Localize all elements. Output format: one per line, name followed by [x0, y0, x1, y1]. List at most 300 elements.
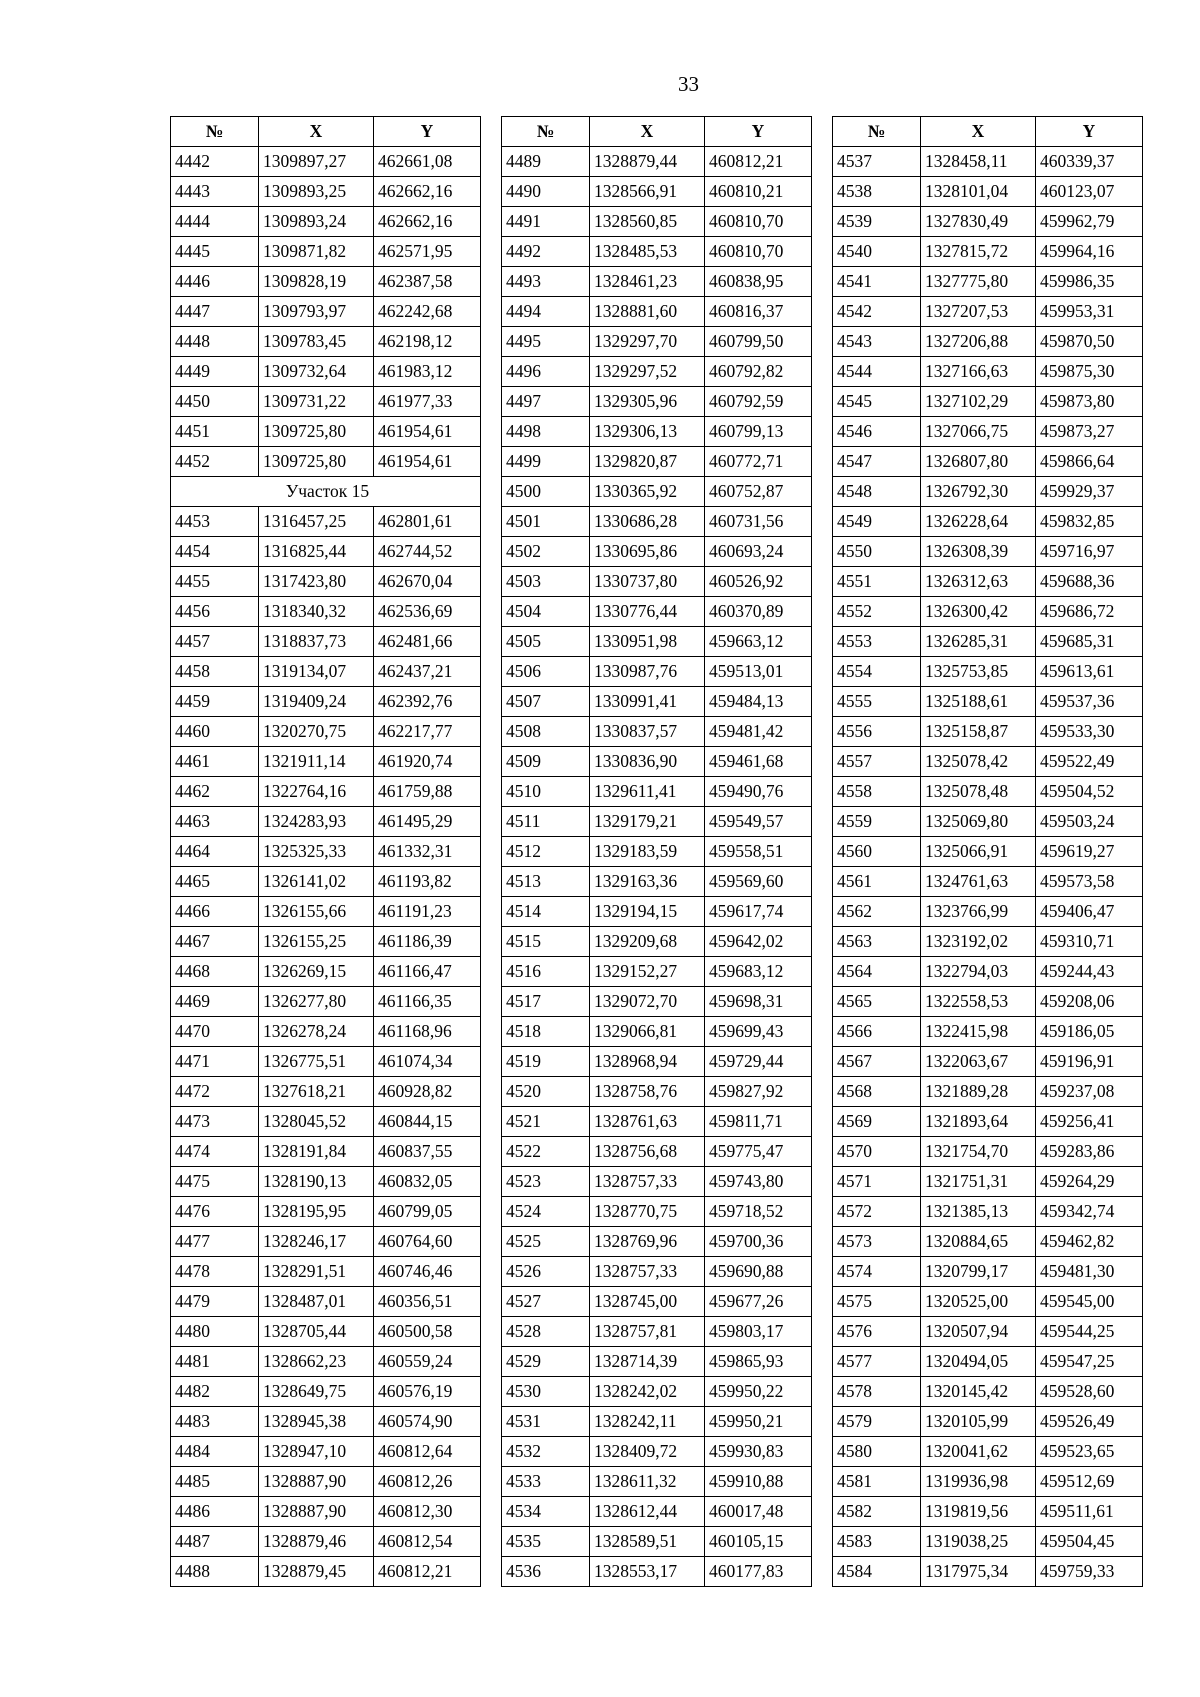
point-number: 4478 — [171, 1257, 259, 1287]
y-coordinate: 461954,61 — [374, 417, 481, 447]
table-row — [833, 1257, 1143, 1287]
table-row — [833, 447, 1143, 477]
point-number: 4559 — [833, 807, 921, 837]
table-row — [171, 1017, 481, 1047]
point-number: 4536 — [502, 1557, 590, 1587]
x-coordinate: 1328553,17 — [590, 1557, 705, 1587]
point-number: 4473 — [171, 1107, 259, 1137]
x-coordinate: 1330951,98 — [590, 627, 705, 657]
x-coordinate: 1324283,93 — [259, 807, 374, 837]
point-number: 4569 — [833, 1107, 921, 1137]
point-number: 4485 — [171, 1467, 259, 1497]
x-coordinate: 1326155,66 — [259, 897, 374, 927]
x-coordinate: 1326277,80 — [259, 987, 374, 1017]
y-coordinate: 459677,26 — [705, 1287, 812, 1317]
point-number: 4541 — [833, 267, 921, 297]
point-number: 4460 — [171, 717, 259, 747]
y-coordinate: 459690,88 — [705, 1257, 812, 1287]
x-coordinate: 1328612,44 — [590, 1497, 705, 1527]
x-coordinate: 1320799,17 — [921, 1257, 1036, 1287]
point-number: 4461 — [171, 747, 259, 777]
x-coordinate: 1327207,53 — [921, 297, 1036, 327]
x-coordinate: 1328879,44 — [590, 147, 705, 177]
y-coordinate: 460812,21 — [374, 1557, 481, 1587]
x-coordinate: 1330991,41 — [590, 687, 705, 717]
table-row — [833, 987, 1143, 1017]
y-coordinate: 460123,07 — [1036, 177, 1143, 207]
y-coordinate: 459775,47 — [705, 1137, 812, 1167]
y-coordinate: 460772,71 — [705, 447, 812, 477]
table-row — [502, 777, 812, 807]
point-number: 4479 — [171, 1287, 259, 1317]
y-coordinate: 460812,21 — [705, 147, 812, 177]
point-number: 4560 — [833, 837, 921, 867]
table-row — [833, 477, 1143, 507]
point-number: 4450 — [171, 387, 259, 417]
y-coordinate: 460752,87 — [705, 477, 812, 507]
point-number: 4538 — [833, 177, 921, 207]
x-coordinate: 1328242,02 — [590, 1377, 705, 1407]
point-number: 4494 — [502, 297, 590, 327]
y-coordinate: 459513,01 — [705, 657, 812, 687]
x-coordinate: 1328968,94 — [590, 1047, 705, 1077]
y-coordinate: 459196,91 — [1036, 1047, 1143, 1077]
table-row — [171, 987, 481, 1017]
x-coordinate: 1328045,52 — [259, 1107, 374, 1137]
x-coordinate: 1329072,70 — [590, 987, 705, 1017]
x-coordinate: 1326807,80 — [921, 447, 1036, 477]
table-row — [833, 147, 1143, 177]
y-coordinate: 459569,60 — [705, 867, 812, 897]
y-coordinate: 459617,74 — [705, 897, 812, 927]
table-row — [171, 1107, 481, 1137]
point-number: 4568 — [833, 1077, 921, 1107]
y-coordinate: 459663,12 — [705, 627, 812, 657]
point-number: 4575 — [833, 1287, 921, 1317]
x-coordinate: 1325325,33 — [259, 837, 374, 867]
y-coordinate: 460810,70 — [705, 207, 812, 237]
y-coordinate: 459461,68 — [705, 747, 812, 777]
point-number: 4546 — [833, 417, 921, 447]
point-number: 4504 — [502, 597, 590, 627]
x-coordinate: 1328714,39 — [590, 1347, 705, 1377]
point-number: 4490 — [502, 177, 590, 207]
point-number: 4482 — [171, 1377, 259, 1407]
table-row — [833, 267, 1143, 297]
table-row — [502, 387, 812, 417]
table-row — [833, 1557, 1143, 1587]
x-coordinate: 1328461,23 — [590, 267, 705, 297]
coordinate-tables — [170, 116, 1143, 1587]
table-row — [502, 477, 812, 507]
y-coordinate: 460812,30 — [374, 1497, 481, 1527]
x-coordinate: 1328101,04 — [921, 177, 1036, 207]
point-number: 4520 — [502, 1077, 590, 1107]
x-coordinate: 1329152,27 — [590, 957, 705, 987]
point-number: 4464 — [171, 837, 259, 867]
y-coordinate: 462744,52 — [374, 537, 481, 567]
table-row — [171, 267, 481, 297]
table-row — [502, 447, 812, 477]
table-row — [833, 1347, 1143, 1377]
point-number: 4513 — [502, 867, 590, 897]
point-number: 4542 — [833, 297, 921, 327]
table-row — [833, 1467, 1143, 1497]
table-row — [502, 1017, 812, 1047]
y-coordinate: 460526,92 — [705, 567, 812, 597]
table-row — [502, 807, 812, 837]
table-row — [171, 657, 481, 687]
x-coordinate: 1329305,96 — [590, 387, 705, 417]
table-row — [171, 1137, 481, 1167]
x-coordinate: 1328291,51 — [259, 1257, 374, 1287]
y-coordinate: 460799,13 — [705, 417, 812, 447]
y-coordinate: 461920,74 — [374, 747, 481, 777]
point-number: 4444 — [171, 207, 259, 237]
y-coordinate: 461191,23 — [374, 897, 481, 927]
table-row — [171, 447, 481, 477]
table-row — [171, 1257, 481, 1287]
header-y: Y — [374, 117, 481, 147]
point-number: 4576 — [833, 1317, 921, 1347]
y-coordinate: 462437,21 — [374, 657, 481, 687]
x-coordinate: 1330837,57 — [590, 717, 705, 747]
x-coordinate: 1322558,53 — [921, 987, 1036, 1017]
x-coordinate: 1309725,80 — [259, 447, 374, 477]
y-coordinate: 459504,45 — [1036, 1527, 1143, 1557]
y-coordinate: 459549,57 — [705, 807, 812, 837]
y-coordinate: 459688,36 — [1036, 567, 1143, 597]
x-coordinate: 1326278,24 — [259, 1017, 374, 1047]
y-coordinate: 460576,19 — [374, 1377, 481, 1407]
table-header-row — [171, 117, 481, 147]
x-coordinate: 1329306,13 — [590, 417, 705, 447]
point-number: 4522 — [502, 1137, 590, 1167]
header-no: № — [502, 117, 590, 147]
table-row — [502, 537, 812, 567]
point-number: 4564 — [833, 957, 921, 987]
x-coordinate: 1328879,45 — [259, 1557, 374, 1587]
x-coordinate: 1330836,90 — [590, 747, 705, 777]
point-number: 4539 — [833, 207, 921, 237]
table-row — [171, 1287, 481, 1317]
point-number: 4449 — [171, 357, 259, 387]
table-row — [171, 1527, 481, 1557]
table-row — [833, 207, 1143, 237]
x-coordinate: 1328769,96 — [590, 1227, 705, 1257]
x-coordinate: 1316825,44 — [259, 537, 374, 567]
x-coordinate: 1321911,14 — [259, 747, 374, 777]
y-coordinate: 459481,42 — [705, 717, 812, 747]
point-number: 4518 — [502, 1017, 590, 1047]
point-number: 4498 — [502, 417, 590, 447]
y-coordinate: 459511,61 — [1036, 1497, 1143, 1527]
x-coordinate: 1326312,63 — [921, 567, 1036, 597]
x-coordinate: 1328757,33 — [590, 1167, 705, 1197]
point-number: 4480 — [171, 1317, 259, 1347]
x-coordinate: 1318340,32 — [259, 597, 374, 627]
x-coordinate: 1319134,07 — [259, 657, 374, 687]
table-row — [171, 747, 481, 777]
point-number: 4562 — [833, 897, 921, 927]
header-x: X — [921, 117, 1036, 147]
y-coordinate: 461166,47 — [374, 957, 481, 987]
point-number: 4550 — [833, 537, 921, 567]
table-row — [171, 507, 481, 537]
x-coordinate: 1309725,80 — [259, 417, 374, 447]
point-number: 4525 — [502, 1227, 590, 1257]
point-number: 4501 — [502, 507, 590, 537]
y-coordinate: 460339,37 — [1036, 147, 1143, 177]
y-coordinate: 461186,39 — [374, 927, 481, 957]
table-row — [502, 657, 812, 687]
y-coordinate: 460810,21 — [705, 177, 812, 207]
table-row — [171, 1197, 481, 1227]
y-coordinate: 459544,25 — [1036, 1317, 1143, 1347]
x-coordinate: 1319409,24 — [259, 687, 374, 717]
table-row — [502, 1227, 812, 1257]
y-coordinate: 459953,31 — [1036, 297, 1143, 327]
point-number: 4535 — [502, 1527, 590, 1557]
point-number: 4471 — [171, 1047, 259, 1077]
point-number: 4470 — [171, 1017, 259, 1047]
point-number: 4523 — [502, 1167, 590, 1197]
table-row — [502, 1347, 812, 1377]
point-number: 4516 — [502, 957, 590, 987]
table-row — [502, 1437, 812, 1467]
point-number: 4529 — [502, 1347, 590, 1377]
x-coordinate: 1328756,68 — [590, 1137, 705, 1167]
table-row — [502, 267, 812, 297]
point-number: 4454 — [171, 537, 259, 567]
table-row — [833, 1197, 1143, 1227]
table-row — [171, 1437, 481, 1467]
x-coordinate: 1320525,00 — [921, 1287, 1036, 1317]
y-coordinate: 460810,70 — [705, 237, 812, 267]
y-coordinate: 459547,25 — [1036, 1347, 1143, 1377]
point-number: 4468 — [171, 957, 259, 987]
table-row — [833, 1047, 1143, 1077]
point-number: 4491 — [502, 207, 590, 237]
x-coordinate: 1322415,98 — [921, 1017, 1036, 1047]
y-coordinate: 459619,27 — [1036, 837, 1143, 867]
table-row — [502, 987, 812, 1017]
table-row — [502, 1317, 812, 1347]
point-number: 4474 — [171, 1137, 259, 1167]
x-coordinate: 1327618,21 — [259, 1077, 374, 1107]
table-row — [502, 927, 812, 957]
x-coordinate: 1319936,98 — [921, 1467, 1036, 1497]
table-row — [833, 387, 1143, 417]
table-row — [171, 327, 481, 357]
table-row — [502, 957, 812, 987]
table-row — [833, 807, 1143, 837]
y-coordinate: 459558,51 — [705, 837, 812, 867]
y-coordinate: 459743,80 — [705, 1167, 812, 1197]
y-coordinate: 462801,61 — [374, 507, 481, 537]
point-number: 4558 — [833, 777, 921, 807]
point-number: 4495 — [502, 327, 590, 357]
point-number: 4500 — [502, 477, 590, 507]
y-coordinate: 459803,17 — [705, 1317, 812, 1347]
x-coordinate: 1327815,72 — [921, 237, 1036, 267]
point-number: 4514 — [502, 897, 590, 927]
table-row — [171, 597, 481, 627]
x-coordinate: 1320270,75 — [259, 717, 374, 747]
x-coordinate: 1328649,75 — [259, 1377, 374, 1407]
y-coordinate: 462481,66 — [374, 627, 481, 657]
table-row — [833, 897, 1143, 927]
coordinate-table-2 — [501, 116, 812, 1587]
x-coordinate: 1330776,44 — [590, 597, 705, 627]
x-coordinate: 1325188,61 — [921, 687, 1036, 717]
table-row — [502, 207, 812, 237]
y-coordinate: 459685,31 — [1036, 627, 1143, 657]
x-coordinate: 1309828,19 — [259, 267, 374, 297]
table-row — [171, 1407, 481, 1437]
point-number: 4442 — [171, 147, 259, 177]
y-coordinate: 460746,46 — [374, 1257, 481, 1287]
y-coordinate: 459700,36 — [705, 1227, 812, 1257]
table-row — [833, 1107, 1143, 1137]
table-row — [833, 657, 1143, 687]
table-row — [833, 357, 1143, 387]
table-row — [502, 1257, 812, 1287]
header-no: № — [833, 117, 921, 147]
point-number: 4505 — [502, 627, 590, 657]
x-coordinate: 1320884,65 — [921, 1227, 1036, 1257]
point-number: 4512 — [502, 837, 590, 867]
x-coordinate: 1326300,42 — [921, 597, 1036, 627]
point-number: 4524 — [502, 1197, 590, 1227]
table-row — [833, 1437, 1143, 1467]
point-number: 4544 — [833, 357, 921, 387]
table-row — [833, 1497, 1143, 1527]
y-coordinate: 459503,24 — [1036, 807, 1143, 837]
y-coordinate: 459484,13 — [705, 687, 812, 717]
point-number: 4510 — [502, 777, 590, 807]
point-number: 4508 — [502, 717, 590, 747]
y-coordinate: 460017,48 — [705, 1497, 812, 1527]
y-coordinate: 461168,96 — [374, 1017, 481, 1047]
point-number: 4446 — [171, 267, 259, 297]
x-coordinate: 1328191,84 — [259, 1137, 374, 1167]
x-coordinate: 1326308,39 — [921, 537, 1036, 567]
point-number: 4484 — [171, 1437, 259, 1467]
x-coordinate: 1325078,48 — [921, 777, 1036, 807]
table-row — [171, 207, 481, 237]
x-coordinate: 1326228,64 — [921, 507, 1036, 537]
point-number: 4551 — [833, 567, 921, 597]
y-coordinate: 461074,34 — [374, 1047, 481, 1077]
x-coordinate: 1327066,75 — [921, 417, 1036, 447]
y-coordinate: 459699,43 — [705, 1017, 812, 1047]
x-coordinate: 1328487,01 — [259, 1287, 374, 1317]
table-row — [502, 327, 812, 357]
point-number: 4579 — [833, 1407, 921, 1437]
point-number: 4543 — [833, 327, 921, 357]
y-coordinate: 459528,60 — [1036, 1377, 1143, 1407]
point-number: 4566 — [833, 1017, 921, 1047]
coordinate-table-3 — [832, 116, 1143, 1587]
table-row — [171, 177, 481, 207]
table-row — [502, 507, 812, 537]
y-coordinate: 462392,76 — [374, 687, 481, 717]
point-number: 4453 — [171, 507, 259, 537]
x-coordinate: 1325078,42 — [921, 747, 1036, 777]
y-coordinate: 462198,12 — [374, 327, 481, 357]
y-coordinate: 460764,60 — [374, 1227, 481, 1257]
table-row — [171, 627, 481, 657]
x-coordinate: 1328745,00 — [590, 1287, 705, 1317]
y-coordinate: 460500,58 — [374, 1317, 481, 1347]
table-row — [833, 1137, 1143, 1167]
table-row — [171, 1077, 481, 1107]
table-row — [171, 927, 481, 957]
x-coordinate: 1327775,80 — [921, 267, 1036, 297]
point-number: 4574 — [833, 1257, 921, 1287]
header-x: X — [259, 117, 374, 147]
table-header-row — [502, 117, 812, 147]
table-row — [833, 867, 1143, 897]
y-coordinate: 459264,29 — [1036, 1167, 1143, 1197]
point-number: 4458 — [171, 657, 259, 687]
x-coordinate: 1327166,63 — [921, 357, 1036, 387]
point-number: 4459 — [171, 687, 259, 717]
point-number: 4548 — [833, 477, 921, 507]
y-coordinate: 461193,82 — [374, 867, 481, 897]
table-header-row — [833, 117, 1143, 147]
y-coordinate: 461983,12 — [374, 357, 481, 387]
coordinate-table-1 — [170, 116, 481, 1587]
point-number: 4530 — [502, 1377, 590, 1407]
y-coordinate: 460838,95 — [705, 267, 812, 297]
table-row — [502, 1467, 812, 1497]
x-coordinate: 1317423,80 — [259, 567, 374, 597]
table-row — [833, 837, 1143, 867]
x-coordinate: 1330737,80 — [590, 567, 705, 597]
x-coordinate: 1320105,99 — [921, 1407, 1036, 1437]
table-row — [833, 687, 1143, 717]
x-coordinate: 1316457,25 — [259, 507, 374, 537]
point-number: 4493 — [502, 267, 590, 297]
table-row — [833, 747, 1143, 777]
y-coordinate: 462571,95 — [374, 237, 481, 267]
point-number: 4578 — [833, 1377, 921, 1407]
point-number: 4503 — [502, 567, 590, 597]
table-row — [502, 1077, 812, 1107]
table-row — [502, 237, 812, 267]
point-number: 4443 — [171, 177, 259, 207]
y-coordinate: 459208,06 — [1036, 987, 1143, 1017]
x-coordinate: 1328190,13 — [259, 1167, 374, 1197]
x-coordinate: 1325069,80 — [921, 807, 1036, 837]
y-coordinate: 459865,93 — [705, 1347, 812, 1377]
y-coordinate: 460799,50 — [705, 327, 812, 357]
y-coordinate: 459759,33 — [1036, 1557, 1143, 1587]
x-coordinate: 1325066,91 — [921, 837, 1036, 867]
point-number: 4547 — [833, 447, 921, 477]
x-coordinate: 1321754,70 — [921, 1137, 1036, 1167]
y-coordinate: 459406,47 — [1036, 897, 1143, 927]
header-no: № — [171, 117, 259, 147]
point-number: 4534 — [502, 1497, 590, 1527]
table-row — [171, 1347, 481, 1377]
header-y: Y — [705, 117, 812, 147]
point-number: 4502 — [502, 537, 590, 567]
x-coordinate: 1326792,30 — [921, 477, 1036, 507]
x-coordinate: 1329297,52 — [590, 357, 705, 387]
